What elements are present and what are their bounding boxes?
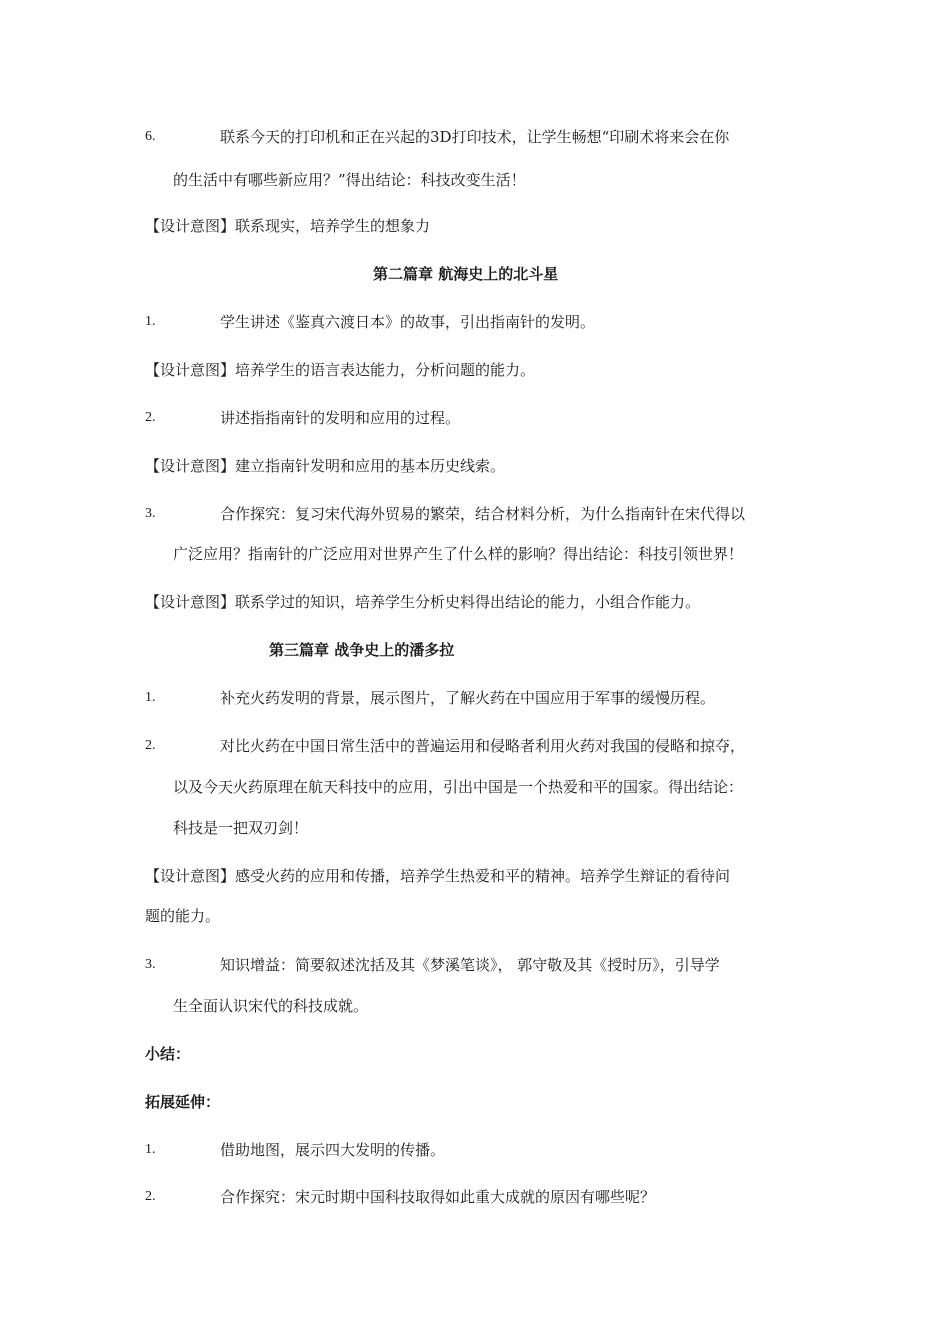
list-item-text: 联系今天的打印机和正在兴起的3D打印技术，让学生畅想“印刷术将来会在你 (220, 128, 730, 146)
design-intent: 【设计意图】感受火药的应用和传播，培养学生热爱和平的精神。培养学生辩证的看待问 (145, 867, 731, 885)
list-item-continuation: 的生活中有哪些新应用？”得出结论：科技改变生活！ (173, 171, 526, 189)
design-intent: 【设计意图】联系现实，培养学生的想象力 (145, 217, 431, 235)
chapter-heading: 第三篇章 战争史上的潘多拉 (269, 641, 455, 659)
list-item-text: 合作探究：宋元时期中国科技取得如此重大成就的原因有哪些呢？ (220, 1188, 656, 1206)
list-number: 6. (145, 129, 156, 144)
list-number: 1. (145, 690, 156, 705)
list-item-continuation: 生全面认识宋代的科技成就。 (173, 997, 369, 1015)
list-item-text: 对比火药在中国日常生活中的普遍运用和侵略者利用火药对我国的侵略和掠夺， (220, 737, 746, 755)
list-number: 1. (145, 314, 156, 329)
list-item-continuation: 广泛应用？指南针的广泛应用对世界产生了什么样的影响？得出结论：科技引领世界！ (173, 545, 744, 563)
summary-label: 小结： (145, 1045, 191, 1063)
list-number: 3. (145, 957, 156, 972)
list-number: 2. (145, 738, 156, 753)
list-item-text: 合作探究：复习宋代海外贸易的繁荣，结合材料分析，为什么指南针在宋代得以 (220, 505, 746, 523)
design-intent: 【设计意图】联系学过的知识，培养学生分析史料得出结论的能力，小组合作能力。 (145, 593, 701, 611)
list-number: 1. (145, 1142, 156, 1157)
list-item-text: 知识增益：简要叙述沈括及其《梦溪笔谈》， 郭守敬及其《授时历》，引导学 (220, 956, 720, 974)
list-item-text: 借助地图，展示四大发明的传播。 (220, 1141, 446, 1159)
list-item-text: 讲述指指南针的发明和应用的过程。 (220, 409, 461, 427)
extension-label: 拓展延伸： (145, 1093, 221, 1111)
list-item-text: 学生讲述《鉴真六渡日本》的故事，引出指南针的发明。 (220, 313, 596, 331)
list-number: 2. (145, 1189, 156, 1204)
list-number: 2. (145, 410, 156, 425)
design-intent: 【设计意图】建立指南针发明和应用的基本历史线索。 (145, 457, 506, 475)
design-intent-continuation: 题的能力。 (145, 907, 221, 925)
list-item-continuation: 科技是一把双刃剑！ (173, 819, 309, 837)
design-intent: 【设计意图】培养学生的语言表达能力，分析问题的能力。 (145, 361, 536, 379)
list-item-continuation: 以及今天火药原理在航天科技中的应用，引出中国是一个热爱和平的国家。得出结论： (173, 778, 744, 796)
list-item-text: 补充火药发明的背景，展示图片，了解火药在中国应用于军事的缓慢历程。 (220, 689, 716, 707)
list-number: 3. (145, 506, 156, 521)
chapter-heading: 第二篇章 航海史上的北斗星 (373, 265, 559, 283)
